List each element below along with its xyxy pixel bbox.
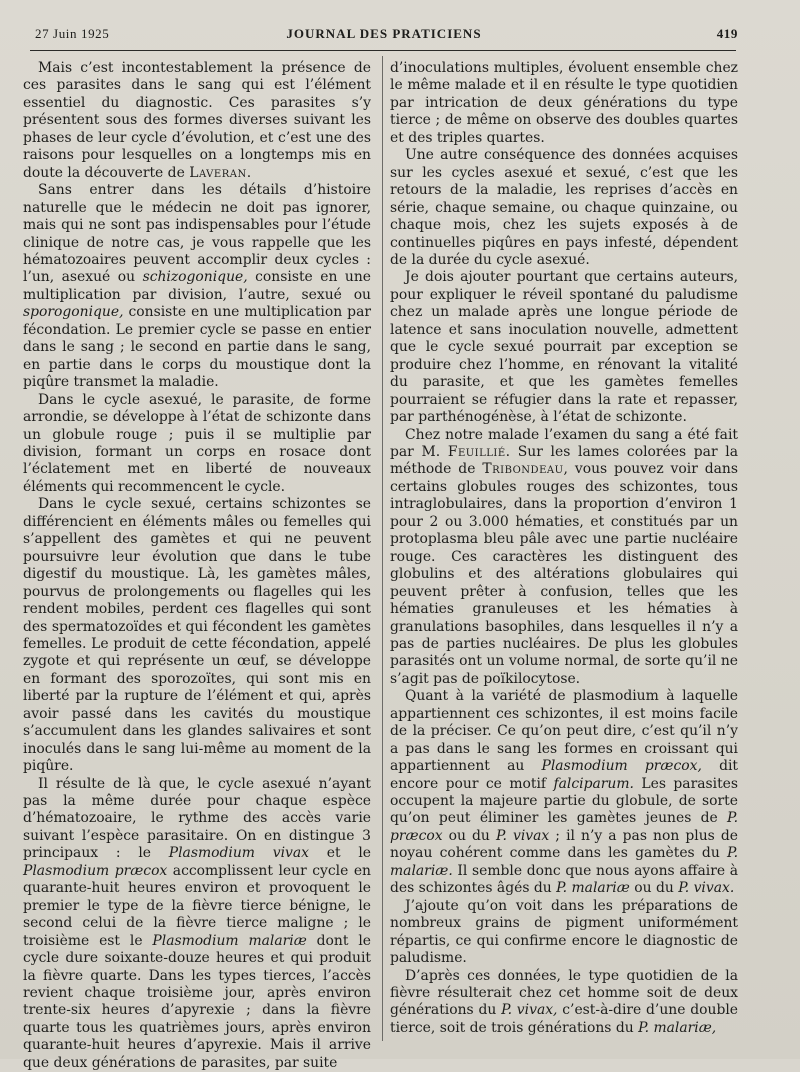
paragraph: J’ajoute qu’on voit dans les préparations de nombreux grains de pigment uniformément répartis, ce qui confirme encore le diagnostic de paludisme. (390, 897, 738, 967)
paragraph: d’inoculations multiples, évoluent ensemble chez le même malade et il en résulte le type quotidien par intrication de deux générations du type tierce ; de même on observe des doubles quartes et des triples quartes. (390, 60, 738, 146)
paragraph: Mais c’est incontestablement la présence de ces parasites dans le sang qui est l’élément essentiel du diagnostic. Ces parasites s’y présentent sous des formes diverses suivant les phases de leur cycle d’évolution, et c’est une des raisons pour lesquelles on a longtemps mis en doute la découverte de Laveran. (23, 60, 371, 181)
journal-title: JOURNAL DES PRATICIENS (286, 26, 482, 41)
paragraph: D’après ces données, le type quotidien de la fièvre résulterait chez cet homme soit de deux générations du P. vivax, c’est-à-dire d’une double tierce, soit de trois générations du P. malariæ, (390, 967, 738, 1036)
header-rule (30, 50, 736, 51)
left-column (23, 60, 371, 1072)
issue-date: 27 Juin 1925 (35, 26, 110, 41)
author-name: Tribondeau (482, 461, 564, 478)
page-header (30, 26, 738, 48)
right-column (390, 60, 738, 1037)
paragraph: Il résulte de là que, le cycle asexué n’ayant pas la même durée pour chaque espèce d’hématozoaire, le rythme des accès varie suivant l’espèce parasitaire. On en distingue 3 principaux : le Plasmodium vivax et le Plasmodium præcox accomplissent leur cycle en quarante-huit heures environ et provoquent le premier le type de la fièvre tierce bénigne, le second celui de la fièvre tierce maligne ; le troisième est le Plasmodium malariæ dont le cycle dure soixante-douze heures et qui produit la fièvre quarte. Dans les types tierces, l’accès revient chaque troisième jour, après environ trente-six heures d’apyrexie ; dans la fièvre quarte tous les quatrièmes jours, après environ quarante-huit heures d’apyrexie. Mais il arrive que deux générations de parasites, par suite (23, 775, 371, 1071)
paragraph: Chez notre malade l’examen du sang a été fait par M. Feuillié. Sur les lames colorées par la méthode de Tribondeau, vous pouvez voir dans certains globules rouges des schizontes, tous intraglobulaires, dans la proportion d’environ 1 pour 2 ou 3.000 hématies, et constitués par un protoplasma bleu pâle avec une partie nucléaire rouge. Ces caractères les distinguent des globulins et des altérations globulaires qui peuvent prêter à confusion, telles que les hématies granuleuses et les hématies à granulations basophiles, dans lesquelles il n’y a pas de parties nucléaires. De plus les globules parasités ont un volume normal, de sorte qu’il ne s’agit pas de poïkilocytose. (390, 426, 738, 687)
paragraph: Sans entrer dans les détails d’histoire naturelle que le médecin ne doit pas ignorer, mais qui ne sont pas indispensables pour l’étude clinique de notre cas, je vous rappelle que les hématozoaires peuvent accomplir deux cycles : l’un, asexué ou schizogonique, consiste en une multiplication par division, l’autre, sexué ou sporogonique, consiste en une multiplication par fécondation. Le premier cycle se passe en entier dans le sang ; le second en partie dans le sang, en partie dans le corps du moustique dont la piqûre transmet la maladie. (23, 182, 371, 391)
paragraph: Dans le cycle asexué, le parasite, de forme arrondie, se développe à l’état de schizonte dans un globule rouge ; puis il se multiplie par division, formant un corps en rosace dont l’éclatement met en liberté de nouveaux éléments qui recommencent le cycle. (23, 391, 371, 495)
author-name: Laveran (189, 164, 247, 181)
author-name: Feuillié (447, 443, 506, 460)
page-number: 419 (716, 26, 738, 41)
paragraph: Quant à la variété de plasmodium à laquelle appartiennent ces schizontes, il est moins facile de la préciser. Ce qu’on peut dire, c’est qu’il n’y a pas dans le sang les formes en croissant qui appartiennent au Plasmodium præcox, dit encore pour ce motif falciparum. Les parasites occupent la majeure partie du globule, de sorte qu’on peut éliminer les gamètes jeunes de P. præcox ou du P. vivax ; il n’y a pas non plus de noyau cohérent comme dans les gamètes du P. malariæ. Il semble donc que nous ayons affaire à des schizontes âgés du P. malariæ ou du P. vivax. (390, 688, 738, 897)
column-divider (382, 56, 383, 1041)
paragraph: Une autre conséquence des données acquises sur les cycles asexué et sexué, c’est que les retours de la maladie, les reprises d’accès en série, chaque semaine, ou chaque quinzaine, ou chaque mois, chez les sujets exposés à de continuelles piqûres en pays infesté, dépendent de la durée du cycle asexué. (390, 147, 738, 268)
paragraph: Je dois ajouter pourtant que certains auteurs, pour expliquer le réveil spontané du paludisme chez un malade après une longue période de latence et sans inoculation nouvelle, admettent que le cycle sexué pourrait par exception se produire chez l’homme, en rénovant la vitalité du parasite, et que les gamètes femelles pourraient se réfugier dans la rate et repasser, par parthénogénèse, à l’état de schizonte. (390, 269, 738, 426)
paragraph: Dans le cycle sexué, certains schizontes se différencient en éléments mâles ou femelles qui s’appellent des gamètes et qui ne peuvent poursuivre leur évolution que dans le tube digestif du moustique. Là, les gamètes mâles, pourvus de prolongements ou flagelles qui les rendent mobiles, perdent ces flagelles qui sont des spermatozoïdes et qui fécondent les gamètes femelles. Le produit de cette fécondation, appelé zygote et qui représente un œuf, se développe en formant des sporozoïtes, qui sont mis en liberté par la rupture de l’élément et qui, après avoir passé dans les cavités du moustique s’accumulent dans les glandes salivaires et sont inoculés dans le sang lui-même au moment de la piqûre. (23, 496, 371, 775)
